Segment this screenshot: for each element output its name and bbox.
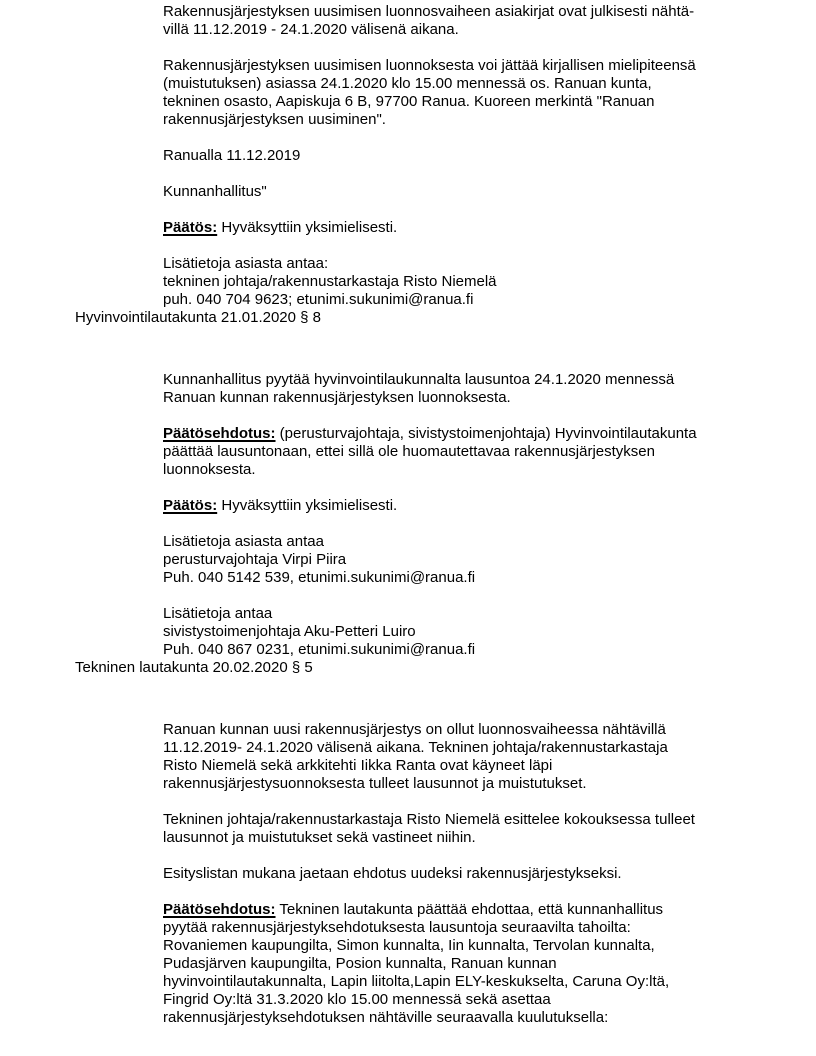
decision-label: Päätös:	[163, 219, 218, 236]
decision-label: Päätösehdotus:	[163, 425, 276, 442]
text-line: Päätös: Hyväksyttiin yksimielisesti.	[163, 219, 398, 236]
text-line: pyytää rakennusjärjestyksehdotuksesta lausuntoja seuraavilta tahoilta:	[163, 919, 631, 936]
paragraph	[163, 255, 816, 309]
text-line: Fingrid Oy:ltä 31.3.2020 klo 15.00 mennessä sekä asettaa	[163, 991, 551, 1008]
paragraph	[163, 901, 816, 1027]
text-line: Rakennusjärjestyksen uusimisen luonnoksesta voi jättää kirjallisen mielipiteensä	[163, 57, 696, 74]
text-line: 11.12.2019- 24.1.2020 välisenä aikana. Tekninen johtaja/rakennustarkastaja	[163, 739, 668, 756]
text-line: Ranuan kunnan rakennusjärjestyksen luonnoksesta.	[163, 389, 511, 406]
paragraph	[163, 3, 816, 39]
paragraph	[163, 497, 816, 515]
text-line: Lisätietoja antaa	[163, 605, 273, 622]
text-line: päättää lausuntonaan, ettei sillä ole huomautettavaa rakennusjärjestyksen	[163, 443, 655, 460]
text-line: Puh. 040 867 0231, etunimi.sukunimi@ranua.fi	[163, 641, 476, 658]
decision-label: Päätösehdotus:	[163, 901, 276, 918]
text-line: Tekninen johtaja/rakennustarkastaja Risto Niemelä esittelee kokouksessa tulleet	[163, 811, 695, 828]
text-line: tekninen osasto, Aapiskuja 6 B, 97700 Ranua. Kuoreen merkintä "Ranuan	[163, 93, 655, 110]
paragraph	[163, 183, 816, 201]
text-line: Päätösehdotus: (perusturvajohtaja, sivistystoimenjohtaja) Hyvinvointilautakunta	[163, 425, 697, 442]
text-line: hyvinvointilautakunnalta, Lapin liitolta,Lapin ELY-keskukselta, Caruna Oy:ltä,	[163, 973, 670, 990]
text-line: Kunnanhallitus"	[163, 183, 267, 200]
text-line: Lisätietoja asiasta antaa:	[163, 255, 329, 272]
text-line: rakennusjärjestyksehdotuksen nähtäville seuraavalla kuulutuksella:	[163, 1009, 609, 1026]
text-line: villä 11.12.2019 - 24.1.2020 välisenä aikana.	[163, 21, 459, 38]
paragraph	[163, 865, 816, 883]
text-line: Ranualla 11.12.2019	[163, 147, 301, 164]
text-line: Rakennusjärjestyksen uusimisen luonnosvaiheen asiakirjat ovat julkisesti nähtä-	[163, 3, 695, 20]
decision-label: Päätös:	[163, 497, 218, 514]
paragraph	[163, 425, 816, 479]
text-line: rakennusjärjestysuonnoksesta tulleet lausunnot ja muistutukset.	[163, 775, 587, 792]
margin-heading	[75, 309, 816, 327]
paragraph	[163, 811, 816, 847]
text-line: Päätös: Hyväksyttiin yksimielisesti.	[163, 497, 398, 514]
text-line: Ranuan kunnan uusi rakennusjärjestys on ollut luonnosvaiheessa nähtävillä	[163, 721, 666, 738]
text-line: puh. 040 704 9623; etunimi.sukunimi@ranua.fi	[163, 291, 474, 308]
text-line: Lisätietoja asiasta antaa	[163, 533, 324, 550]
paragraph	[163, 371, 816, 407]
paragraph	[163, 721, 816, 793]
text-line: rakennusjärjestyksen uusiminen".	[163, 111, 386, 128]
paragraph	[163, 147, 816, 165]
text-line: Tekninen lautakunta 20.02.2020 § 5	[75, 659, 313, 676]
text-line: Puh. 040 5142 539, etunimi.sukunimi@ranua.fi	[163, 569, 476, 586]
text-line: Hyvinvointilautakunta 21.01.2020 § 8	[75, 309, 322, 326]
text-line: tekninen johtaja/rakennustarkastaja Risto Niemelä	[163, 273, 497, 290]
paragraph	[163, 533, 816, 587]
text-line: lausunnot ja muistutukset sekä vastineet niihin.	[163, 829, 476, 846]
text-line: Pudasjärven kaupungilta, Posion kunnalta, Ranuan kunnan	[163, 955, 557, 972]
text-line: Risto Niemelä sekä arkkitehti Iikka Ranta ovat käyneet läpi	[163, 757, 553, 774]
paragraph	[163, 605, 816, 659]
text-line: perusturvajohtaja Virpi Piira	[163, 551, 347, 568]
text-line: Rovaniemen kaupungilta, Simon kunnalta, Iin kunnalta, Tervolan kunnalta,	[163, 937, 655, 954]
text-line: Päätösehdotus: Tekninen lautakunta päättää ehdottaa, että kunnanhallitus	[163, 901, 664, 918]
text-line: Kunnanhallitus pyytää hyvinvointilaukunnalta lausuntoa 24.1.2020 mennessä	[163, 371, 675, 388]
text-line: Esityslistan mukana jaetaan ehdotus uudeksi rakennusjärjestykseksi.	[163, 865, 622, 882]
text-line: sivistystoimenjohtaja Aku-Petteri Luiro	[163, 623, 416, 640]
margin-heading	[75, 659, 816, 677]
text-line: luonnoksesta.	[163, 461, 256, 478]
text-line: (muistutuksen) asiassa 24.1.2020 klo 15.00 mennessä os. Ranuan kunta,	[163, 75, 652, 92]
paragraph	[163, 57, 816, 129]
paragraph	[163, 219, 816, 237]
